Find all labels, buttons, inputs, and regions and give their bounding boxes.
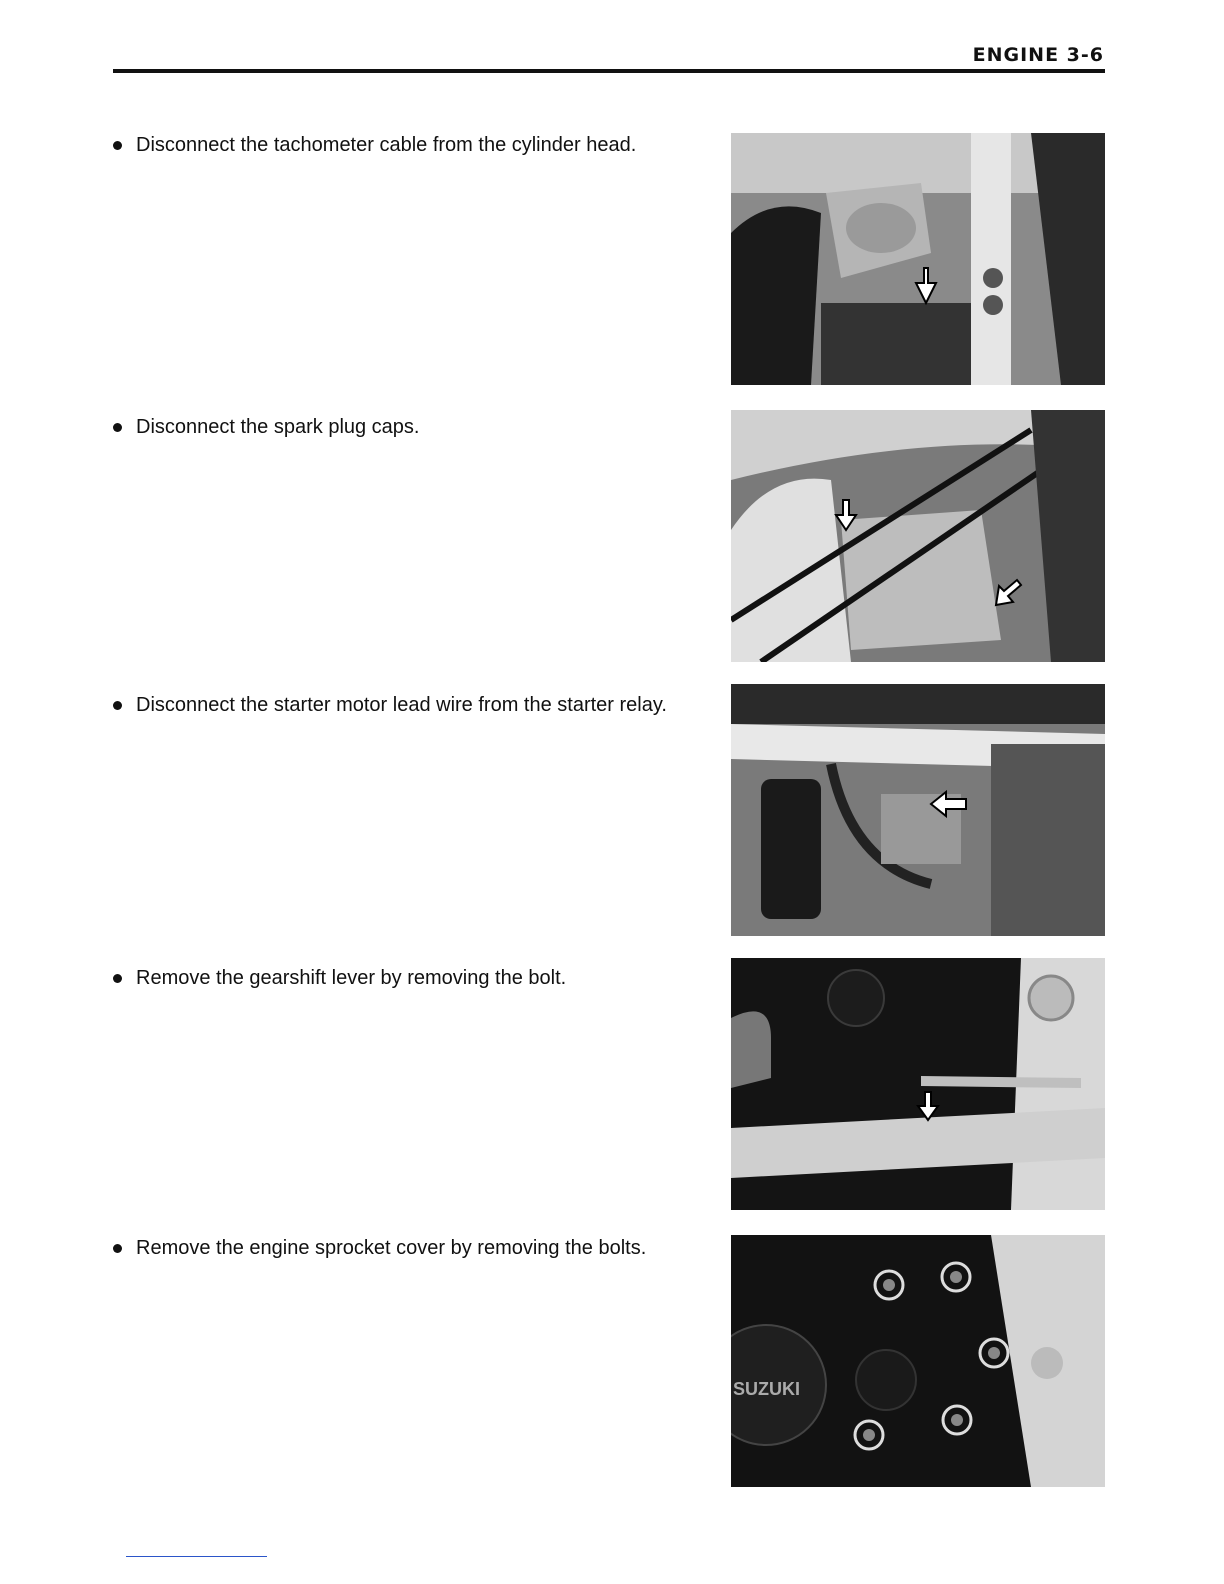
photo-gearshift-lever: [731, 958, 1105, 1210]
header-rule: [113, 69, 1105, 73]
step-5: [113, 1237, 646, 1260]
step-text: Disconnect the spark plug caps.: [136, 416, 420, 438]
bullet-icon: [113, 1244, 122, 1253]
photo-spark-plug-caps: [731, 410, 1105, 662]
page-header-title: ENGINE 3-6: [972, 44, 1104, 66]
bullet-icon: [113, 423, 122, 432]
photo-sprocket-cover: [731, 1235, 1105, 1487]
suzuki-logo: SUZUKI: [733, 1379, 800, 1399]
bullet-icon: [113, 701, 122, 710]
step-text: Disconnect the starter motor lead wire from the starter relay.: [136, 694, 667, 716]
photo-starter-relay: [731, 684, 1105, 936]
bullet-icon: [113, 141, 122, 150]
step-4: [113, 967, 566, 990]
photo-tachometer-cable: [731, 133, 1105, 385]
step-text: Remove the engine sprocket cover by removing the bolts.: [136, 1237, 647, 1259]
step-text: Disconnect the tachometer cable from the cylinder head.: [136, 134, 637, 156]
step-1: [113, 134, 636, 157]
step-text: Remove the gearshift lever by removing the bolt.: [136, 967, 567, 989]
bullet-icon: [113, 974, 122, 983]
footer-link-underline[interactable]: [126, 1556, 267, 1557]
step-2: [113, 416, 420, 439]
step-3: [113, 694, 667, 717]
